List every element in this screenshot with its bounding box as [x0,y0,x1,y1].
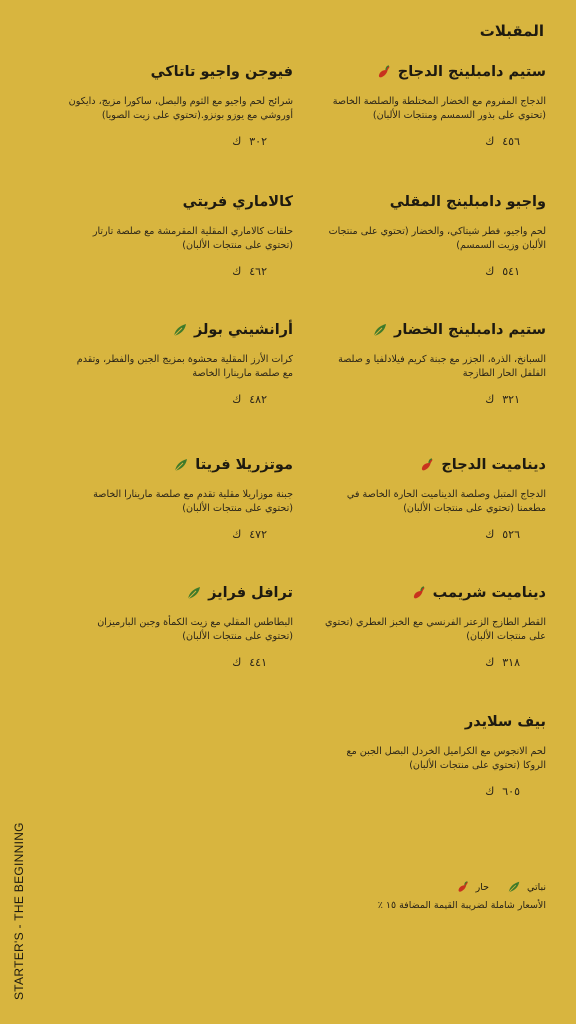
item-price: ٤٧٢ ك [232,528,267,541]
item-price: ٣٢١ ك [485,393,520,406]
section-side-label: STARTER'S - THE BEGINNING [12,822,26,1000]
dietary-legend [456,880,546,894]
item-description: شرائح لحم واجيو مع الثوم والبصل، ساكورا مزيج، دايكون أوروشي مع يوزو بونزو.(تحتوي على زيت الصويا) [68,96,293,121]
item-price: ٤٦٢ ك [232,265,267,278]
item-description: السبانخ، الذرة، الجزر مع جبنة كريم فيلادلفيا و صلصة الفلفل الحار الطازجة [338,354,546,379]
menu-item [321,583,546,669]
item-price: ٤٥٦ ك [485,135,520,148]
item-name: واجيو دامبلينج المقلي [389,194,546,210]
item-name: ترافل فرايز [208,585,293,601]
item-description: لحم الانجوس مع الكراميل الخردل البصل الجبن مع الروكا (تحتوي على منتجات الألبان) [346,746,546,771]
item-description: كرات الأرز المقلية محشوة بمزيج الجبن والفطر، وتقدم مع صلصة مارينارا الخاصة [76,354,293,379]
item-description: البطاطس المقلي مع زيت الكمأة وجبن البارميزان (تحتوي على منتجات الألبان) [97,617,293,642]
menu-item [68,192,293,278]
menu-item [321,712,546,798]
menu-item [68,320,293,406]
item-name: ستيم دامبلينج الدجاج [397,64,546,80]
page-title: المقبلات [479,22,544,40]
item-description: الدجاج المفروم مع الخضار المختلطة والصلصة الخاصة (تحتوي على بذور السمسم ومنتجات الألبان) [332,96,546,121]
item-price: ٥٤١ ك [485,265,520,278]
item-name: أرانشيني بولز [193,322,293,338]
legend-vegan: نباتي [507,880,546,894]
menu-item [321,320,546,406]
item-description: حلقات كالاماري المقلية المقرمشة مع صلصة تارتار (تحتوي على منتجات الألبان) [92,226,293,251]
item-price: ٣٠٢ ك [232,135,267,148]
spicy-icon [456,880,470,894]
vegan-icon [172,322,188,338]
spicy-icon [419,457,435,473]
menu-item [321,62,546,148]
item-description: جبنة موزاريلا مقلية تقدم مع صلصة مارينارا الخاصة (تحتوي على منتجات الألبان) [93,489,293,514]
item-name: موتزريلا فريتا [195,457,293,473]
item-price: ٣١٨ ك [485,656,520,669]
item-price: ٥٢٦ ك [485,528,520,541]
menu-item [68,455,293,541]
vegan-icon [186,585,202,601]
item-name: ستيم دامبلينج الخضار [393,322,546,338]
item-price: ٤٨٢ ك [232,393,267,406]
item-name: ديناميت الدجاج [441,457,546,473]
spicy-icon [411,585,427,601]
tax-note: الأسعار شاملة لضريبة القيمة المضافة ١٥ ٪ [377,900,546,911]
vegan-icon [507,880,521,894]
item-name: بيف سلايدر [464,714,546,730]
item-price: ٤٤١ ك [232,656,267,669]
vegan-icon [372,322,388,338]
item-description: الدجاج المتبل وصلصة الديناميت الحارة الخاصة في مطعمنا (تحتوي على منتجات الألبان) [346,489,546,514]
legend-spicy: حار [456,880,489,894]
item-name: فيوجن واجيو تاتاكي [150,64,293,80]
spicy-icon [376,64,392,80]
item-description: لحم واجيو، فطر شيتاكي، والخضار (تحتوي على منتجات الألبان وزيت السمسم) [328,226,546,251]
item-description: القطر الطازج الزعتر الفرنسي مع الخبز العطري (تحتوي على منتجات الألبان) [325,617,546,642]
menu-item [68,583,293,669]
item-name: كالاماري فريتي [182,194,293,210]
vegan-icon [173,457,189,473]
menu-item [321,455,546,541]
menu-item [68,62,293,148]
item-price: ٦٠٥ ك [485,785,520,798]
item-name: ديناميت شريمب [432,585,546,601]
menu-item [321,192,546,278]
